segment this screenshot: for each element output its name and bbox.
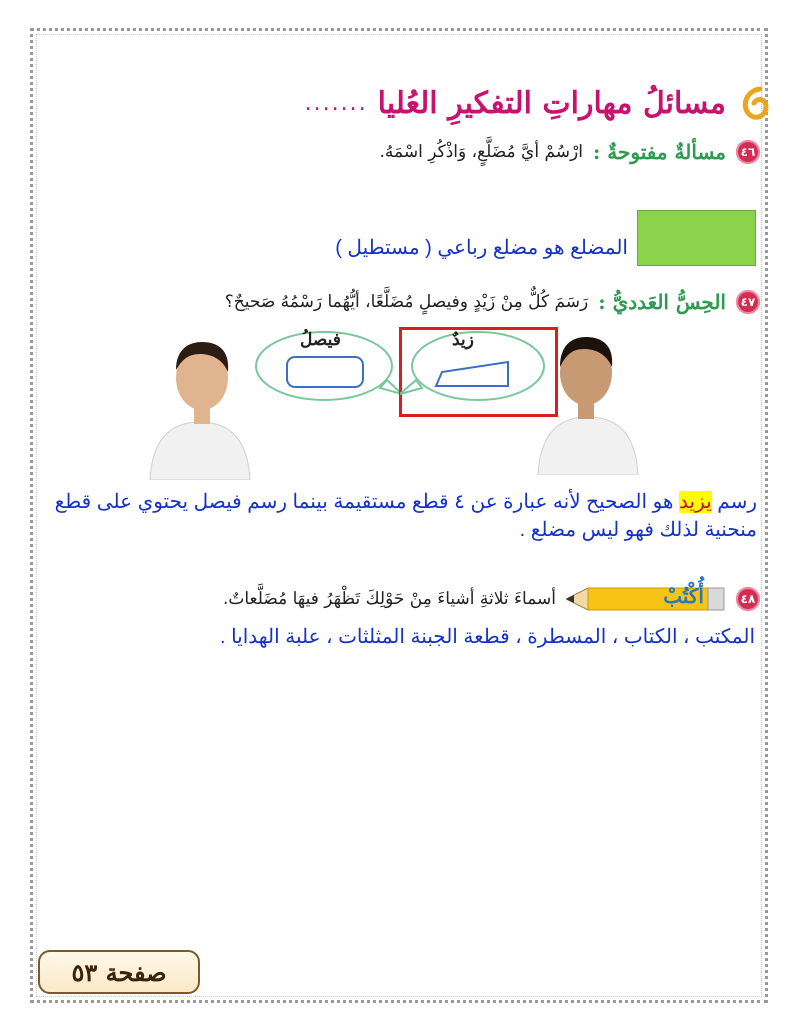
title-dots: ....... (304, 90, 368, 116)
question-number: ٤٨ (736, 587, 760, 611)
question-text: ارْسُمْ أيَّ مُضَلَّعٍ، وَاذْكُرِ اسْمَهُ. (379, 142, 583, 162)
question-text: رَسَمَ كُلٌّ مِنْ زَيْدٍ وفيصلٍ مُضَلَّعًا، أيُّهُما رَسْمُهُ صَحيحٌ؟ (224, 292, 589, 312)
question-46 (380, 140, 761, 164)
write-pencil-banner (566, 582, 726, 616)
question-48 (223, 582, 760, 616)
question-number: ٤٧ (736, 290, 760, 314)
answer-47-pre: رسم (711, 491, 757, 513)
question-label: مسألةٌ مفتوحةٌ : (592, 140, 726, 164)
question-text: أسماءَ ثلاثةِ أشياءَ مِنْ حَوْلِكَ تَظْهَرُ فيهَا مُضَلَّعاتٌ. (222, 589, 556, 609)
page-number-badge (38, 950, 200, 994)
question-47 (225, 290, 760, 314)
boy-faisal-image (140, 330, 260, 480)
answer-47-post: هو الصحيح لأنه عبارة عن ٤ قطع مستقيمة بينما رسم فيصل يحتوي على قطع منحنية لذلك فهو ليس مضلع . (54, 491, 757, 541)
section-header (305, 80, 770, 126)
question-number: ٤٦ (736, 140, 760, 164)
answer-47 (45, 488, 757, 544)
write-label: أُكْتُبْ (663, 584, 704, 608)
green-rectangle-drawing (637, 210, 756, 266)
question-label: الحِسُّ العَدديُّ : (598, 290, 726, 314)
answer-46: المضلع هو مضلع رباعي ( مستطيل ) (335, 237, 628, 259)
answer-48: المكتب ، الكتاب ، المسطرة ، قطعة الجبنة المثلثات ، علبة الهدايا . (219, 626, 755, 648)
bubble-label-faisal: فيصلُ (300, 330, 341, 350)
speech-bubble-zaid (400, 328, 550, 408)
answer-47-name: يزيد (679, 491, 712, 513)
title-swirl-icon (736, 83, 770, 123)
page-number-label: صفحة ٥٣ (71, 957, 167, 987)
bubble-label-zaid: زيدٌ (452, 330, 474, 350)
section-title: مسائلُ مهاراتِ التفكيرِ العُليا (377, 85, 726, 121)
